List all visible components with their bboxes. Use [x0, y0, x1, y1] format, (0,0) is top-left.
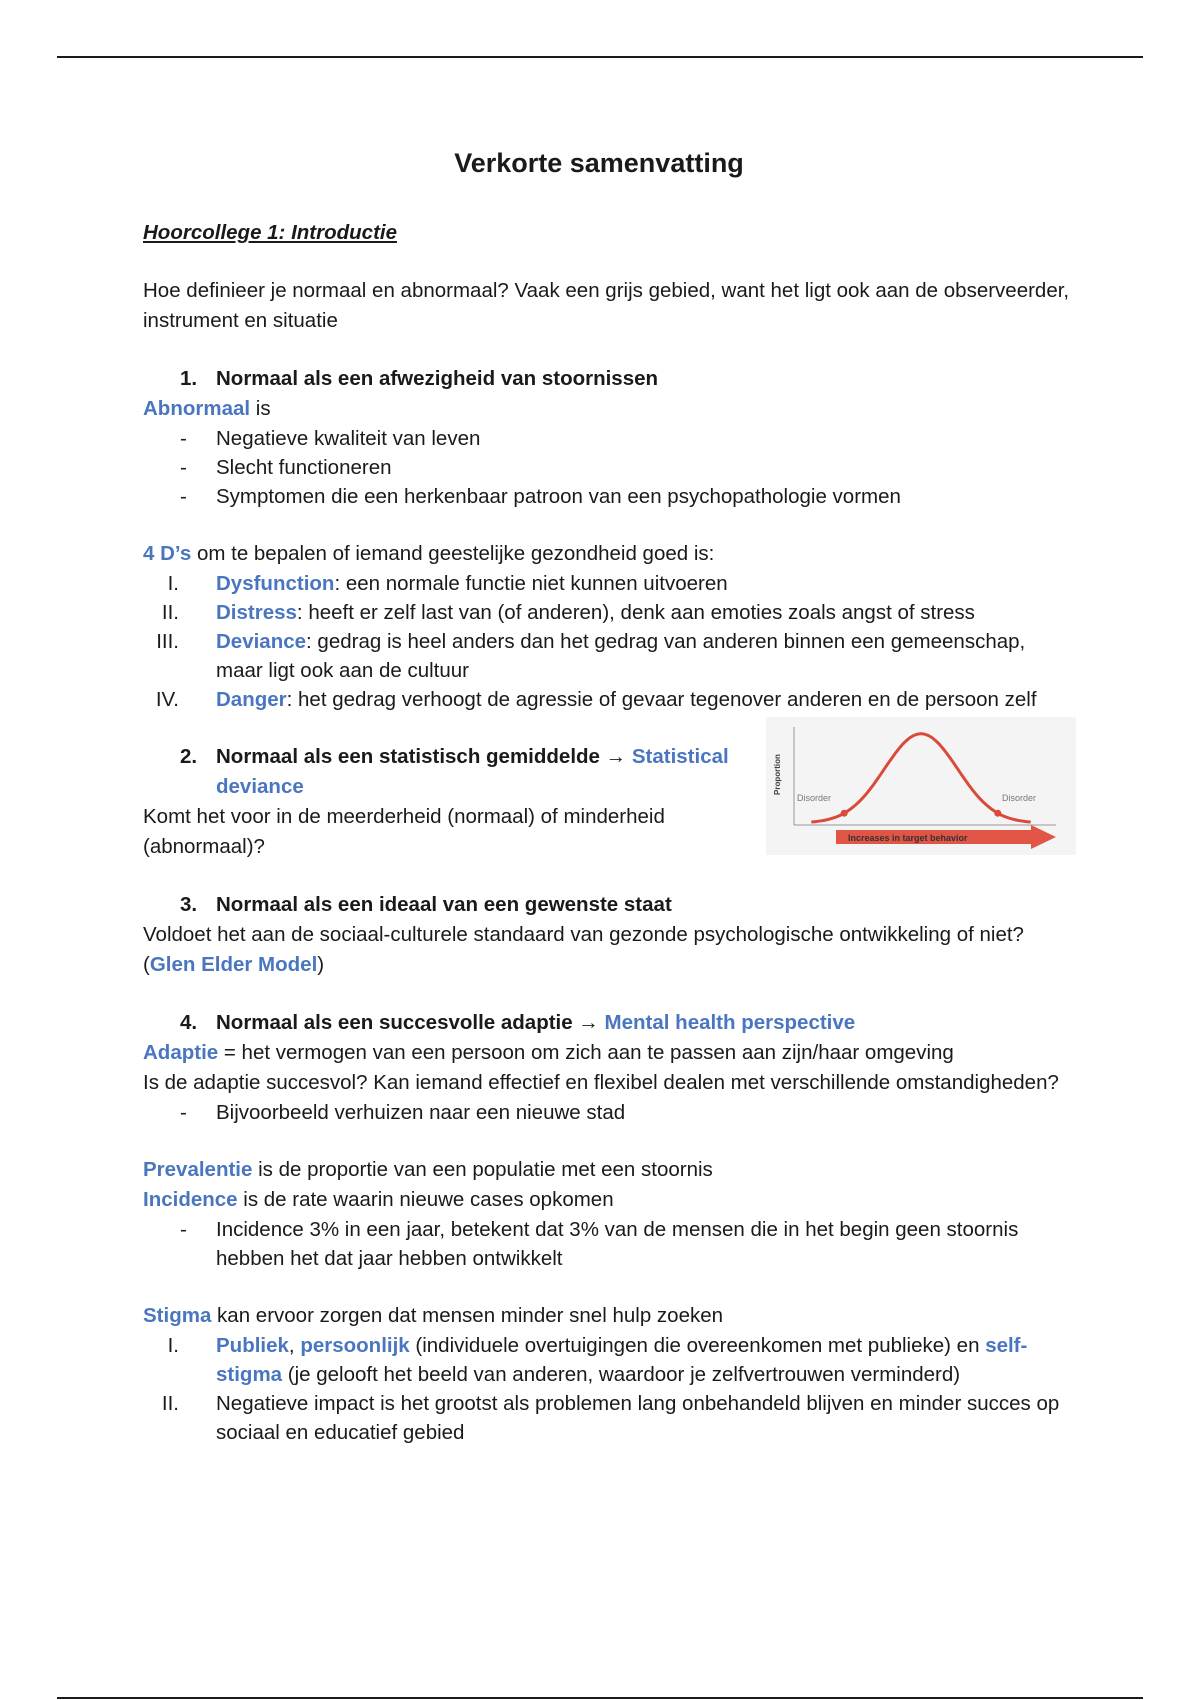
header-rule [57, 56, 1143, 58]
four-ds-line: 4 D’s om te bepalen of iemand geestelijke gezondheid goed is: [143, 542, 715, 565]
heading-4: 4. Normaal als een succesvolle adaptie → Mental health perspective [180, 1011, 856, 1034]
list-item: I. Dysfunction: een normale functie niet kunnen uitvoeren [167, 572, 728, 595]
document-page [143, 140, 1073, 1447]
normal-distribution-chart [766, 717, 1076, 855]
term-incidence: Incidence [143, 1188, 238, 1211]
abnormaal-line: Abnormaal is [143, 397, 271, 420]
adaptie-question: Is de adaptie succesvol? Kan iemand effectief en flexibel dealen met verschillende omstandigheden? [143, 1071, 1059, 1094]
page-title: Verkorte samenvatting [454, 148, 744, 178]
list-item: - Negatieve kwaliteit van leven [143, 424, 1073, 453]
y-axis-label: Proportion [773, 754, 782, 795]
list-item: - Bijvoorbeeld verhuizen naar een nieuwe stad [143, 1098, 1073, 1127]
disorder-marker-left [841, 810, 848, 817]
x-axis-label: Increases in target behavior [848, 833, 968, 843]
term-adaptie: Adaptie [143, 1041, 219, 1064]
disorder-marker-right [994, 810, 1001, 817]
term-statistical-deviance: Statistical deviance [216, 745, 729, 798]
section-heading: Hoorcollege 1: Introductie [143, 221, 397, 244]
term-stigma: Stigma [143, 1304, 212, 1327]
abnormaal-list [143, 424, 1073, 511]
section-3-body: Voldoet het aan de sociaal-culturele standaard van gezonde psychologische ontwikkeling of niet? (Glen Elder Model) [143, 923, 1024, 976]
adaptie-list [143, 1098, 1073, 1127]
heading-1: 1. Normaal als een afwezigheid van stoornissen [180, 367, 659, 390]
chart-svg [766, 717, 1076, 855]
term-glen-elder: Glen Elder Model [149, 953, 318, 976]
list-item: - Symptomen die een herkenbaar patroon van een psychopathologie vormen [143, 482, 1073, 511]
term-abnormaal: Abnormaal [143, 397, 251, 420]
term-mental-health: Mental health perspective [604, 1011, 856, 1034]
list-item: - Incidence 3% in een jaar, betekent dat 3% van de mensen die in het begin geen stoornis hebben het dat jaar hebben ontwikkelt [143, 1215, 1073, 1273]
incidence-line: Incidence is de rate waarin nieuwe cases opkomen [143, 1188, 614, 1211]
distribution-curve [811, 734, 1030, 822]
list-item: - Slecht functioneren [143, 453, 1073, 482]
heading-3: 3. Normaal als een ideaal van een gewenste staat [180, 893, 672, 916]
section-2 [143, 742, 1073, 862]
stigma-list [143, 1331, 1073, 1447]
term-4ds: 4 D’s [143, 542, 192, 565]
list-item: I. Publiek, persoonlijk (individuele overtuigingen die overeenkomen met publieke) en self-stigma (je gelooft het beeld van anderen, waardoor je zelfvertrouwen verminderd) [167, 1334, 1028, 1386]
list-item: II. Negatieve impact is het grootst als problemen lang onbehandeld blijven en minder succes op sociaal en educatief gebied [161, 1392, 1060, 1444]
intro-text: Hoe definieer je normaal en abnormaal? Vaak een grijs gebied, want het ligt ook aan de observeerder, instrument en situatie [143, 279, 1070, 332]
four-ds-list [143, 569, 1073, 714]
stigma-line: Stigma kan ervoor zorgen dat mensen minder snel hulp zoeken [143, 1304, 724, 1327]
prevalentie-line: Prevalentie is de proportie van een populatie met een stoornis [143, 1158, 713, 1181]
disorder-label-left: Disorder [797, 793, 832, 803]
adaptie-def: Adaptie = het vermogen van een persoon om zich aan te passen aan zijn/haar omgeving [143, 1041, 954, 1064]
footer-rule [57, 1697, 1143, 1699]
list-item: II. Distress: heeft er zelf last van (of anderen), denk aan emoties zoals angst of stress [161, 601, 975, 624]
section-2-body: Komt het voor in de meerderheid (normaal) of minderheid (abnormaal)? [143, 805, 665, 858]
disorder-label-right: Disorder [1002, 793, 1037, 803]
term-prevalentie: Prevalentie [143, 1158, 253, 1181]
list-item: IV. Danger: het gedrag verhoogt de agressie of gevaar tegenover anderen en de persoon zelf [155, 688, 1037, 711]
incidence-list [143, 1215, 1073, 1273]
heading-2: 2. Normaal als een statistisch gemiddelde → Statistical deviance [180, 745, 729, 798]
list-item: III. Deviance: gedrag is heel anders dan het gedrag van anderen binnen een gemeenschap, maar ligt ook aan de cultuur [156, 630, 1026, 682]
